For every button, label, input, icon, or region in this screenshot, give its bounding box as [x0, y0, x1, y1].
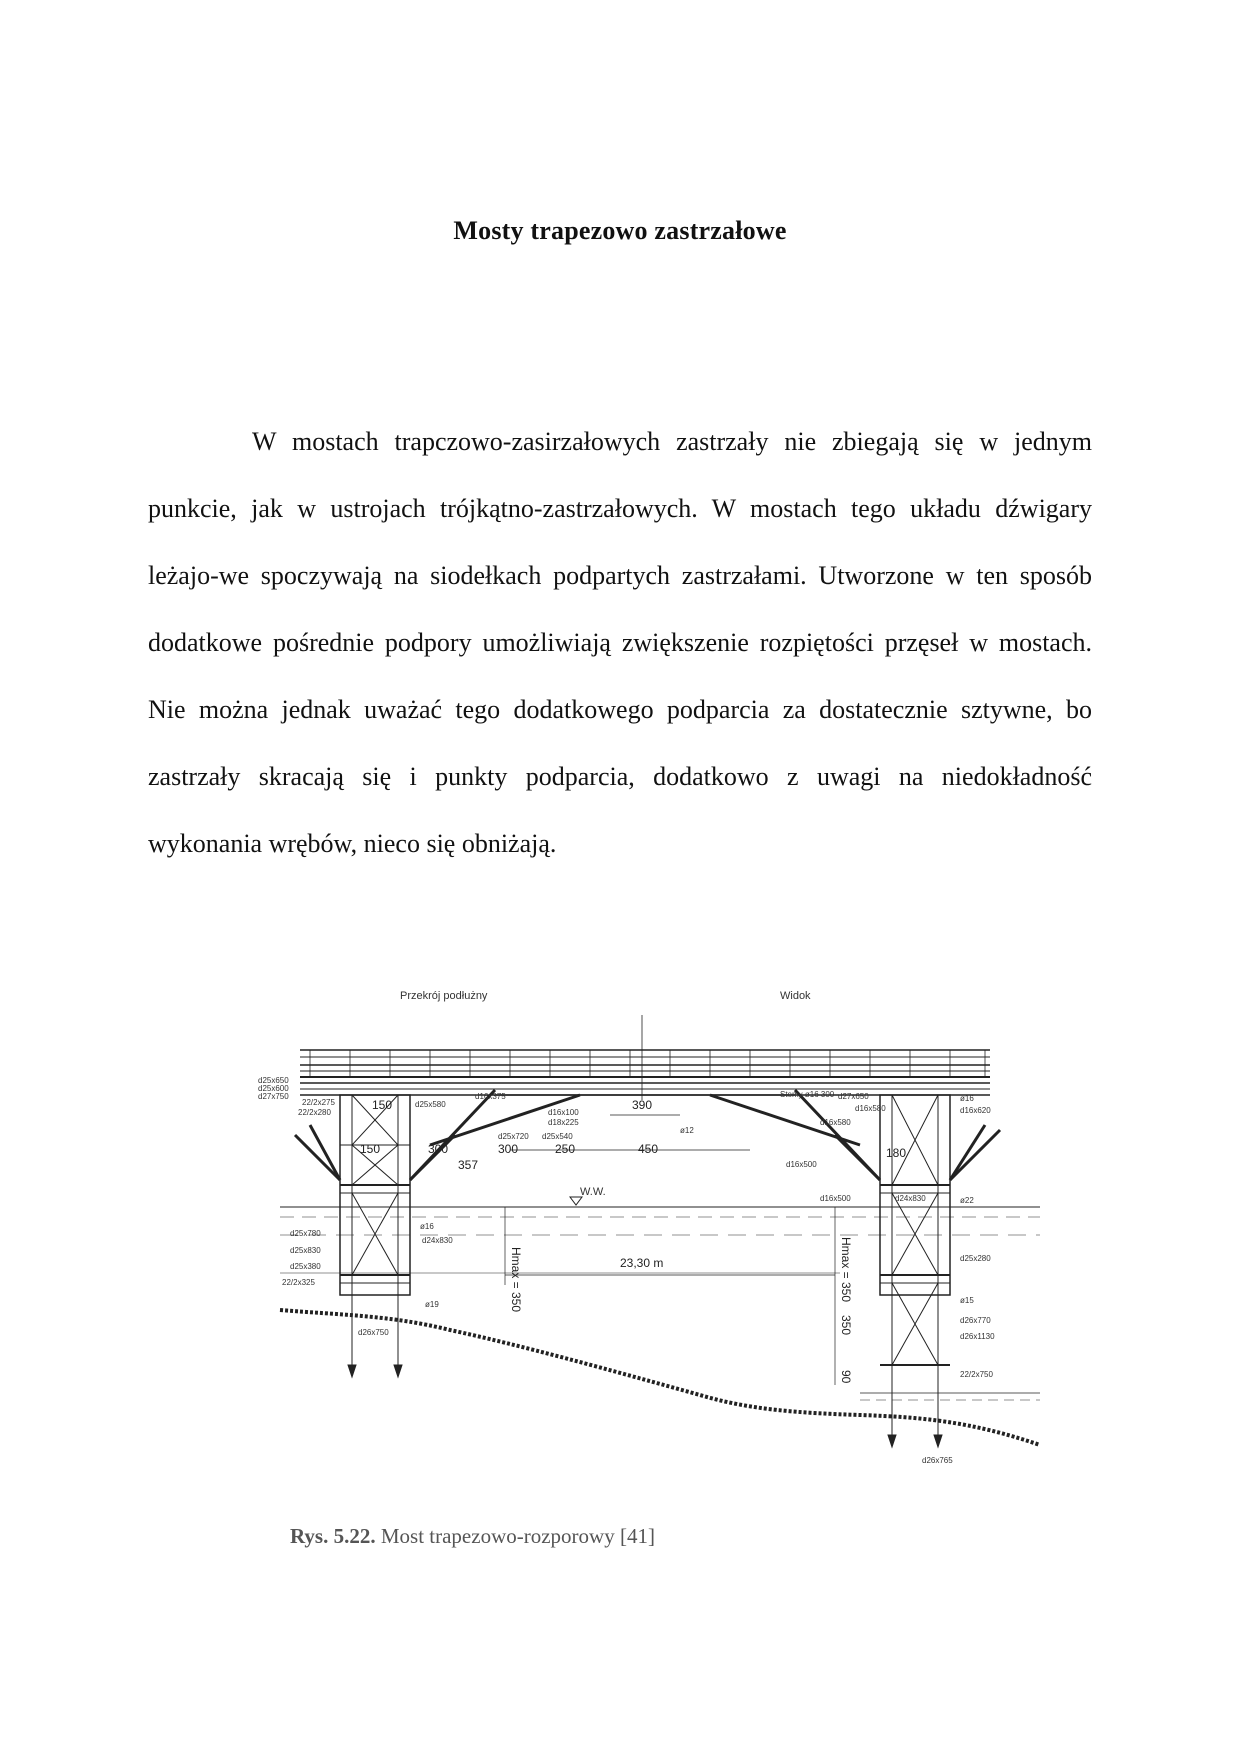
label-view: Widok	[780, 990, 811, 1002]
member-label: Stemy ø16 300	[780, 1090, 835, 1099]
body-paragraph-container	[148, 408, 1092, 877]
dim-h350a: Hmax = 350	[509, 1247, 523, 1313]
label-section: Przekrój podłużny	[400, 990, 488, 1002]
member-label: ø16	[960, 1094, 974, 1103]
member-label: 22/2x280	[298, 1108, 331, 1117]
dim-h90: 90	[839, 1370, 853, 1384]
member-label: d25x830	[290, 1246, 321, 1255]
member-label: d16x375	[475, 1092, 506, 1101]
member-label: d25x580	[415, 1100, 446, 1109]
member-label: d16x500	[820, 1194, 851, 1203]
member-label: 22/2x750	[960, 1370, 993, 1379]
dim-250: 250	[555, 1142, 576, 1156]
body-paragraph: W mostach trapczowo-zasirzałowych zastrzały nie zbiegają się w jednym punkcie, jak w ustrojach trójkątno-zastrzałowych. W mostach tego układu dźwigary leżajo-we spoczywają na siodełkach podpartych zastrzałami. Utworzone w ten sposób dodatkowe pośrednie podpory umożliwiają zwiększenie rozpiętości przęseł w mostach. Nie można jednak uważać tego dodatkowego podparcia za dostatecznie sztywne, bo zastrzały skracają się i punkty podparcia, dodatkowo z uwagi na niedokładność wykonania wrębów, nieco się obniżają.	[148, 427, 1092, 858]
member-label: 22/2x275	[302, 1098, 335, 1107]
dim-357: 357	[458, 1158, 479, 1172]
page-title: Mosty trapezowo zastrzałowe	[453, 216, 787, 245]
member-label: d26x750	[358, 1328, 389, 1337]
member-label: d26x770	[960, 1316, 991, 1325]
dim-390: 390	[632, 1098, 653, 1112]
member-label: ø16	[420, 1222, 434, 1231]
water-level-label: W.W.	[580, 1186, 606, 1198]
member-label: d25x280	[960, 1254, 991, 1263]
member-label: d18x225	[548, 1118, 579, 1127]
member-label: d27x650	[838, 1092, 869, 1101]
member-label: d16x580	[820, 1118, 851, 1127]
member-label: d26x1130	[960, 1332, 995, 1341]
member-label: ø19	[425, 1300, 439, 1309]
bridge-drawing	[258, 985, 1160, 1530]
member-label: 22/2x325	[282, 1278, 315, 1287]
dim-300a: 300	[428, 1142, 449, 1156]
dim-150a: 150	[372, 1098, 393, 1112]
span-length-label: 23,30 m	[620, 1256, 664, 1270]
dim-h350c: 350	[839, 1315, 853, 1336]
member-label: d16x500	[786, 1160, 817, 1169]
dim-180: 180	[886, 1146, 907, 1160]
figure-caption	[290, 1524, 655, 1549]
member-label: d25x600	[258, 1084, 289, 1093]
dim-150b: 150	[360, 1142, 381, 1156]
member-label: d24x830	[422, 1236, 453, 1245]
member-label: d16x620	[960, 1106, 991, 1115]
member-label: d25x650	[258, 1076, 289, 1085]
member-label: d25x540	[542, 1132, 573, 1141]
member-label: d25x380	[290, 1262, 321, 1271]
member-label: d26x765	[922, 1456, 953, 1465]
member-label: d16x580	[855, 1104, 886, 1113]
dim-12: ø12	[680, 1126, 694, 1135]
caption-number: Rys. 5.22.	[290, 1524, 376, 1548]
dim-450: 450	[638, 1142, 659, 1156]
member-label: d24x830	[895, 1194, 926, 1203]
member-label: ø22	[960, 1196, 974, 1205]
member-label: ø15	[960, 1296, 974, 1305]
member-label: d25x780	[290, 1229, 321, 1238]
bridge-drawing-figure	[258, 985, 1160, 1530]
dim-h350b: Hmax = 350	[839, 1237, 853, 1303]
caption-text: Most trapezowo-rozporowy [41]	[380, 1524, 655, 1548]
member-label: d25x720	[498, 1132, 529, 1141]
member-label: d16x100	[548, 1108, 579, 1117]
member-label: d27x750	[258, 1092, 289, 1101]
dim-300b: 300	[498, 1142, 519, 1156]
